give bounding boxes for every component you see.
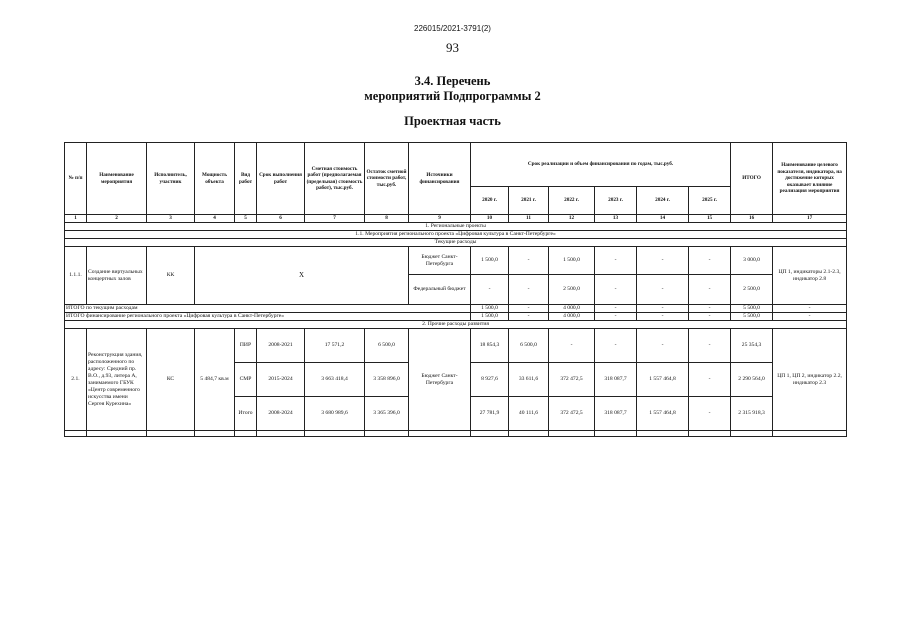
expense-type-title: Текущие расходы <box>65 239 847 247</box>
col-number: 9 <box>409 215 471 223</box>
col-number: 10 <box>471 215 509 223</box>
work-term: 2008-2021 <box>257 329 305 363</box>
work-type: Итого <box>235 397 257 431</box>
merged-x-cell: Х <box>195 247 409 305</box>
row-total: 25 354,3 <box>731 329 773 363</box>
year-value: - <box>637 275 689 305</box>
table-bottom-row <box>65 431 847 437</box>
col-header-sources: Источники финансирования <box>409 143 471 215</box>
col-number: 15 <box>689 215 731 223</box>
page-title <box>0 74 905 104</box>
funding-source: Бюджет Санкт-Петербурга <box>409 247 471 275</box>
activity-name: Создание виртуальных концертных залов <box>87 247 147 305</box>
col-header-year: 2021 г. <box>509 187 549 215</box>
remaining-cost: 3 358 896,0 <box>365 363 409 397</box>
row-indicator: - <box>773 313 847 321</box>
row-total: 3 000,0 <box>731 247 773 275</box>
row-total: 2 290 564,0 <box>731 363 773 397</box>
total-label: ИТОГО финансирование регионального проекта «Цифровая культура в Санкт-Петербурге» <box>65 313 471 321</box>
year-value: - <box>637 313 689 321</box>
table-row <box>65 247 847 275</box>
year-value: 27 781,9 <box>471 397 509 431</box>
table-row <box>65 329 847 363</box>
col-number: 7 <box>305 215 365 223</box>
col-header-work-type: Вид работ <box>235 143 257 215</box>
title-line-1: 3.4. Перечень <box>414 74 491 88</box>
year-value: - <box>471 275 509 305</box>
year-value: 1 500,0 <box>471 305 509 313</box>
estimated-cost: 3 680 989,6 <box>305 397 365 431</box>
year-value: - <box>689 313 731 321</box>
page-subtitle: Проектная часть <box>404 114 501 128</box>
activity-executor: КС <box>147 329 195 431</box>
year-value: 1 500,0 <box>549 247 595 275</box>
year-value: - <box>595 247 637 275</box>
work-type: СМР <box>235 363 257 397</box>
year-value: - <box>637 329 689 363</box>
total-label: ИТОГО по текущим расходам <box>65 305 471 313</box>
year-value: 18 854,3 <box>471 329 509 363</box>
col-header-year: 2025 г. <box>689 187 731 215</box>
col-number: 8 <box>365 215 409 223</box>
row-total: 5 500,0 <box>731 313 773 321</box>
col-header-indicators: Наименование целевого показателя, индикатора, на достижение которых оказывает влияние реализация мероприятия <box>773 143 847 215</box>
activity-indicator: ЦП 1, ЦП 2, индикатор 2.2, индикатор 2.3 <box>773 329 847 431</box>
activity-indicator: ЦП 1, индикаторы 2.1-2.3, индикатор 2.8 <box>773 247 847 305</box>
col-header-name: Наименование мероприятия <box>87 143 147 215</box>
activity-executor: КК <box>147 247 195 305</box>
year-value: 4 000,0 <box>549 305 595 313</box>
work-term: 2015-2024 <box>257 363 305 397</box>
activity-name: Реконструкция здания, расположенного по адресу: Средний пр. В.О., д.93, литера А, занимаемого ГБУК «Центр современного искусства имени Сергея Курехина» <box>87 329 147 431</box>
col-header-total: ИТОГО <box>731 143 773 215</box>
year-value: - <box>637 247 689 275</box>
col-header-period-group: Срок реализации и объем финансирования по годам, тыс.руб. <box>471 143 731 187</box>
year-value: - <box>595 305 637 313</box>
row-total: 2 315 918,3 <box>731 397 773 431</box>
year-value: - <box>595 313 637 321</box>
year-value: 2 500,0 <box>549 275 595 305</box>
year-value: 8 927,6 <box>471 363 509 397</box>
col-number: 3 <box>147 215 195 223</box>
page-number: 93 <box>446 40 459 55</box>
year-value: 1 557 464,8 <box>637 363 689 397</box>
year-value: 33 611,6 <box>509 363 549 397</box>
year-value: - <box>689 363 731 397</box>
document-number: 226015/2021-3791(2) <box>414 24 491 33</box>
year-value: 1 557 464,8 <box>637 397 689 431</box>
year-value: 1 500,0 <box>471 247 509 275</box>
estimated-cost: 3 663 418,4 <box>305 363 365 397</box>
row-total: 5 500,0 <box>731 305 773 313</box>
funding-source: Федеральный бюджет <box>409 275 471 305</box>
row-total: 2 500,0 <box>731 275 773 305</box>
col-number: 14 <box>637 215 689 223</box>
year-value: - <box>689 305 731 313</box>
year-value: - <box>595 275 637 305</box>
col-number: 12 <box>549 215 595 223</box>
col-number: 4 <box>195 215 235 223</box>
col-number: 6 <box>257 215 305 223</box>
expense-type-row <box>65 239 847 247</box>
row-number: 1.1.1. <box>65 247 87 305</box>
col-header-remaining-cost: Остаток сметной стоимости работ, тыс.руб. <box>365 143 409 215</box>
estimated-cost: 17 571,2 <box>305 329 365 363</box>
work-type: ПИР <box>235 329 257 363</box>
year-value: 372 472,5 <box>549 397 595 431</box>
year-value: - <box>509 313 549 321</box>
col-number: 5 <box>235 215 257 223</box>
col-header-estimated-cost: Сметная стоимость работ (предполагаемая (предельная) стоимость работ), тыс.руб. <box>305 143 365 215</box>
funding-source: Бюджет Санкт-Петербурга <box>409 329 471 431</box>
row-indicator: - <box>773 305 847 313</box>
col-number: 13 <box>595 215 637 223</box>
col-number: 11 <box>509 215 549 223</box>
col-header-capacity: Мощность объекта <box>195 143 235 215</box>
year-value: - <box>689 275 731 305</box>
col-header-executor: Исполнитель, участник <box>147 143 195 215</box>
col-header-year: 2022 г. <box>549 187 595 215</box>
total-row <box>65 313 847 321</box>
table-header-row <box>65 143 847 187</box>
col-header-year: 2024 г. <box>637 187 689 215</box>
object-capacity: 5 484,7 кв.м <box>195 329 235 431</box>
year-value: - <box>689 329 731 363</box>
section-title: 1. Региональные проекты <box>65 223 847 231</box>
subsection-title: 1.1. Мероприятия регионального проекта «Цифровая культура в Санкт-Петербурге» <box>65 231 847 239</box>
row-number: 2.1. <box>65 329 87 431</box>
column-numbers-row <box>65 215 847 223</box>
subsection-row <box>65 231 847 239</box>
activities-table <box>64 142 847 437</box>
year-value: 4 000,0 <box>549 313 595 321</box>
year-value: - <box>689 397 731 431</box>
work-term: 2008-2024 <box>257 397 305 431</box>
title-line-2: мероприятий Подпрограммы 2 <box>364 89 541 103</box>
col-header-year: 2023 г. <box>595 187 637 215</box>
year-value: - <box>689 247 731 275</box>
total-row <box>65 305 847 313</box>
year-value: 318 087,7 <box>595 397 637 431</box>
section-row <box>65 223 847 231</box>
col-header-year: 2020 г. <box>471 187 509 215</box>
year-value: - <box>509 275 549 305</box>
year-value: - <box>595 329 637 363</box>
year-value: 6 500,0 <box>509 329 549 363</box>
year-value: 318 087,7 <box>595 363 637 397</box>
col-number: 17 <box>773 215 847 223</box>
year-value: - <box>509 247 549 275</box>
col-header-term: Срок выполнения работ <box>257 143 305 215</box>
year-value: 40 111,6 <box>509 397 549 431</box>
year-value: 1 500,0 <box>471 313 509 321</box>
col-number: 16 <box>731 215 773 223</box>
year-value: - <box>509 305 549 313</box>
col-number: 1 <box>65 215 87 223</box>
col-number: 2 <box>87 215 147 223</box>
section-title: 2. Прочие расходы развития <box>65 321 847 329</box>
year-value: 372 472,5 <box>549 363 595 397</box>
section-row <box>65 321 847 329</box>
remaining-cost: 3 365 396,0 <box>365 397 409 431</box>
year-value: - <box>549 329 595 363</box>
year-value: - <box>637 305 689 313</box>
remaining-cost: 6 500,0 <box>365 329 409 363</box>
col-header-num: № п/п <box>65 143 87 215</box>
